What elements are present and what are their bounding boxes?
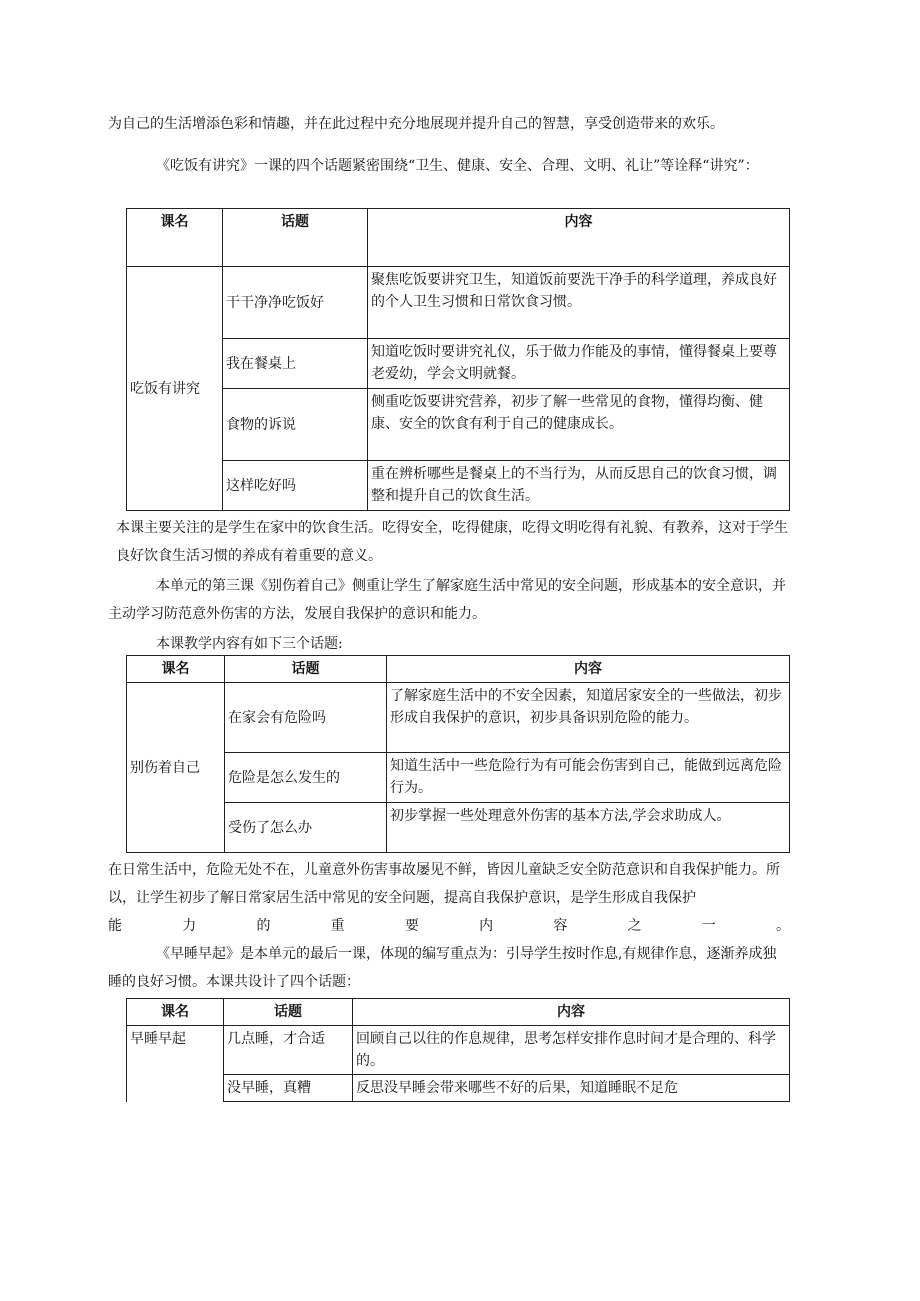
header-content: 内容 [387, 656, 790, 683]
topic-cell: 几点睡，才合适 [224, 1026, 353, 1075]
paragraph-5: 在日常生活中，危险无处不在，儿童意外伤害事故屡见不鲜，皆因儿童缺乏安全防范意识和自我保护能力。所以，让学生初步了解日常家居生活中常见的安全问题，提高自我保护意识，是学生形成自我保护 [108, 862, 780, 906]
topic-cell: 受伤了怎么办 [225, 803, 387, 853]
content-cell: 了解家庭生活中的不安全因素，知道居家安全的一些做法，初步形成自我保护的意识，初步具备识别危险的能力。 [387, 683, 790, 753]
lesson-name: 早睡早起 [127, 1026, 224, 1102]
lesson-name: 别伤着自己 [127, 683, 225, 853]
content-cell: 重在辨析哪些是餐桌上的不当行为，从而反思自己的饮食习惯，调整和提升自己的饮食生活。 [368, 461, 790, 511]
header-content: 内容 [353, 999, 790, 1026]
paragraph-4: 本课教学内容有如下三个话题: [156, 636, 343, 652]
table-sleep [126, 998, 790, 1102]
topic-cell: 在家会有危险吗 [225, 683, 387, 753]
paragraph-3: 本单元的第三课《别伤着自己》侧重让学生了解家庭生活中常见的安全问题，形成基本的安全意识，并主动学习防范意外伤害的方法，发展自我保护的意识和能力。 [108, 578, 786, 622]
intro-line: 为自己的生活增添色彩和情趣，并在此过程中充分地展现并提升自己的智慧，享受创造带来的欢乐。 [108, 116, 724, 132]
topic-cell: 食物的诉说 [223, 389, 368, 461]
paragraph-2: 本课主要关注的是学生在家中的饮食生活。吃得安全，吃得健康，吃得文明吃得有礼貌、有教养，这对于学生良好饮食生活习惯的养成有着重要的意义。 [116, 520, 788, 564]
header-topic: 话题 [224, 999, 353, 1026]
content-cell: 知道生活中一些危险行为有可能会伤害到自己，能做到远离危险行为。 [387, 753, 790, 803]
topic-cell: 危险是怎么发生的 [225, 753, 387, 803]
header-lesson: 课名 [127, 656, 225, 683]
content-cell: 知道吃饭时要讲究礼仪，乐于做力作能及的事情，懂得餐桌上要尊老爱幼，学会文明就餐。 [368, 339, 790, 389]
header-lesson: 课名 [127, 209, 223, 267]
content-cell: 侧重吃饭要讲究营养，初步了解一些常见的食物，懂得均衡、健康、安全的饮食有利于自己的健康成长。 [368, 389, 790, 461]
paragraph-1: 《吃饭有讲究》一课的四个话题紧密围绕“卫生、健康、安全、合理、文明、礼让”等诠释“讲究”： [156, 158, 759, 174]
topic-cell: 这样吃好吗 [223, 461, 368, 511]
topic-cell: 干干净净吃饭好 [223, 267, 368, 339]
header-topic: 话题 [225, 656, 387, 683]
paragraph-6: 《早睡早起》是本单元的最后一课，体现的编写重点为：引导学生按时作息,有规律作息，逐渐养成独睡的良好习惯。本课共设计了四个话题： [108, 946, 777, 990]
content-cell: 回顾自己以往的作息规律，思考怎样安排作息时间才是合理的、科学的。 [353, 1026, 790, 1075]
topic-cell: 没早睡，真糟 [224, 1075, 353, 1102]
header-lesson: 课名 [127, 999, 224, 1026]
content-cell: 聚焦吃饭要讲究卫生，知道饭前要洗干净手的科学道理，养成良好的个人卫生习惯和日常饮食习惯。 [368, 267, 790, 339]
table-eating [126, 208, 790, 511]
topic-cell: 我在餐桌上 [223, 339, 368, 389]
lesson-name: 吃饭有讲究 [127, 267, 223, 511]
header-content: 内容 [368, 209, 790, 267]
content-cell: 初步掌握一些处理意外伤害的基本方法,学会求助成人。 [387, 803, 790, 853]
header-topic: 话题 [223, 209, 368, 267]
paragraph-5-last-line: 能力的重要内容之一。 [108, 918, 790, 934]
table-safety [126, 655, 790, 853]
content-cell: 反思没早睡会带来哪些不好的后果，知道睡眠不足危 [353, 1075, 790, 1102]
